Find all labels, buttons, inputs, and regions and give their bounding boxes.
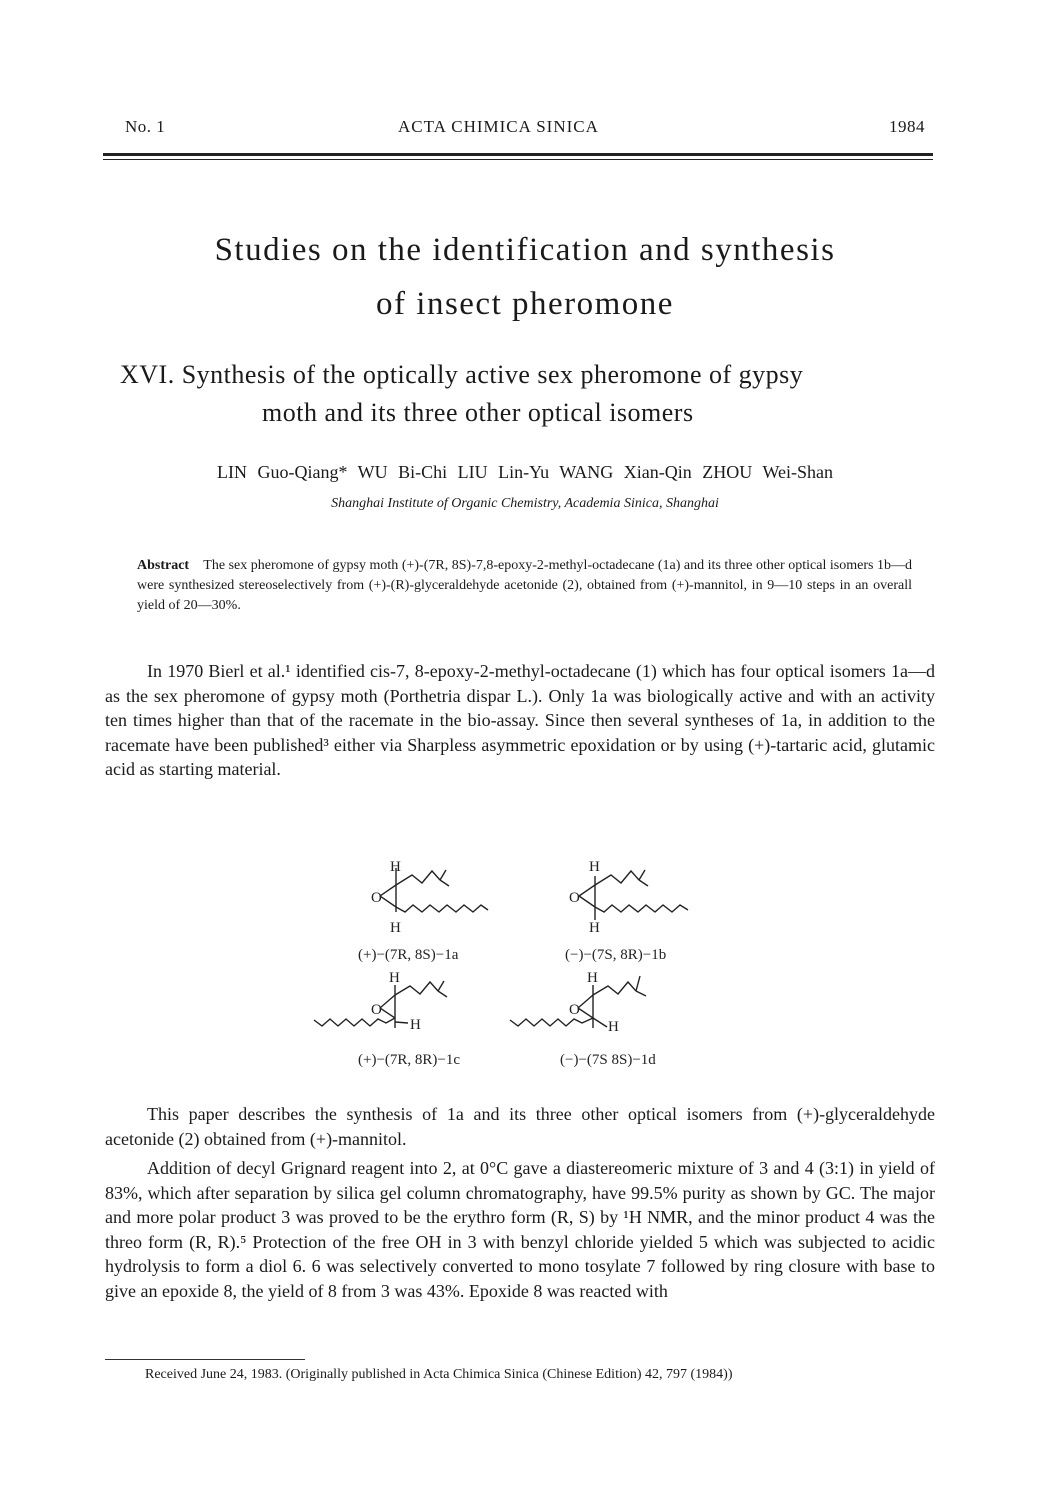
received-footnote: Received June 24, 1983. (Originally published in Acta Chimica Sinica (Chinese Edition) 42, 797 (1984)) <box>145 1367 733 1382</box>
atom-label-o: O <box>569 890 580 906</box>
stereoisomer-figure <box>0 850 1050 1080</box>
running-head-journal: ACTA CHIMICA SINICA <box>398 117 599 136</box>
paper-subtitle-line1: XVI. Synthesis of the optically active sex pheromone of gypsy <box>120 360 804 389</box>
header-rule <box>103 153 933 156</box>
atom-label-h: H <box>389 970 400 986</box>
paper-title-line1: Studies on the identification and synthesis <box>214 232 836 268</box>
abstract <box>137 556 912 616</box>
running-head-year: 1984 <box>889 117 925 136</box>
affiliation: Shanghai Institute of Organic Chemistry, Academia Sinica, Shanghai <box>331 496 719 511</box>
author-list: LIN Guo-Qiang* WU Bi-Chi LIU Lin-Yu WANG Xian-Qin ZHOU Wei-Shan <box>217 462 833 482</box>
paper-subtitle-line2: moth and its three other optical isomers <box>262 398 694 427</box>
atom-label-h: H <box>390 859 401 875</box>
body-paragraph-1: In 1970 Bierl et al.¹ identified cis-7, 8-epoxy-2-methyl-octadecane (1) which has four optical isomers 1a—d as the sex pheromone of gypsy moth (Porthetria dispar L.). Only 1a was biologically active and with an activity ten times higher than that of the racemate in the bio-assay. Since then several syntheses of 1a, in addition to the racemate have been published³ either via Sharpless asymmetric epoxidation or by using (+)-tartaric acid, glutamic acid as starting material. <box>105 661 935 779</box>
caption-1c: (+)−(7R, 8R)−1c <box>358 1052 461 1068</box>
caption-1b: (−)−(7S, 8R)−1b <box>565 947 667 963</box>
atom-label-h: H <box>608 1019 619 1035</box>
atom-label-h: H <box>587 970 598 986</box>
atom-label-h: H <box>390 920 401 936</box>
atom-label-o: O <box>371 1002 382 1018</box>
structure-1b <box>579 870 688 920</box>
running-head-issue: No. 1 <box>125 117 166 136</box>
atom-label-h: H <box>589 859 600 875</box>
body-paragraph-3: Addition of decyl Grignard reagent into 2, at 0°C gave a diastereomeric mixture of 3 and 4 (3:1) in yield of 83%, which after separation by silica gel column chromatography, have 99.5% purity as shown by GC. The major and more polar product 3 was proved to be the erythro form (R, S) by ¹H NMR, and the minor product 4 was the threo form (R, R).⁵ Protection of the free OH in 3 with benzyl chloride yielded 5 which was subjected to acidic hydrolysis to form a diol 6. 6 was selectively converted to mono tosylate 7 followed by ring closure with base to give an epoxide 8, the yield of 8 from 3 was 43%. Epoxide 8 was reacted with <box>105 1158 935 1301</box>
abstract-heading: Abstract <box>137 558 190 573</box>
abstract-text: The sex pheromone of gypsy moth (+)-(7R, 8S)-7,8-epoxy-2-methyl-octadecane (1a) and its three other optical isomers 1b—d were synthesized stereoselectively from (+)-(R)-glyceraldehyde acetonide (2), obtained from (+)-mannitol, in 9—10 steps in an overall yield of 20—30%. <box>137 558 912 613</box>
atom-label-h: H <box>410 1017 421 1033</box>
paper-title-line2: of insect pheromone <box>376 286 674 322</box>
caption-1d: (−)−(7S 8S)−1d <box>560 1052 656 1068</box>
atom-label-o: O <box>569 1002 580 1018</box>
body-paragraph-2: This paper describes the synthesis of 1a and its three other optical isomers from (+)-glyceraldehyde acetonide (2) obtained from (+)-mannitol. <box>105 1104 935 1149</box>
footnote-rule <box>105 1359 305 1360</box>
caption-1a: (+)−(7R, 8S)−1a <box>358 947 459 963</box>
atom-label-o: O <box>371 890 382 906</box>
atom-label-h: H <box>589 920 600 936</box>
header-rule-thin <box>103 159 933 160</box>
